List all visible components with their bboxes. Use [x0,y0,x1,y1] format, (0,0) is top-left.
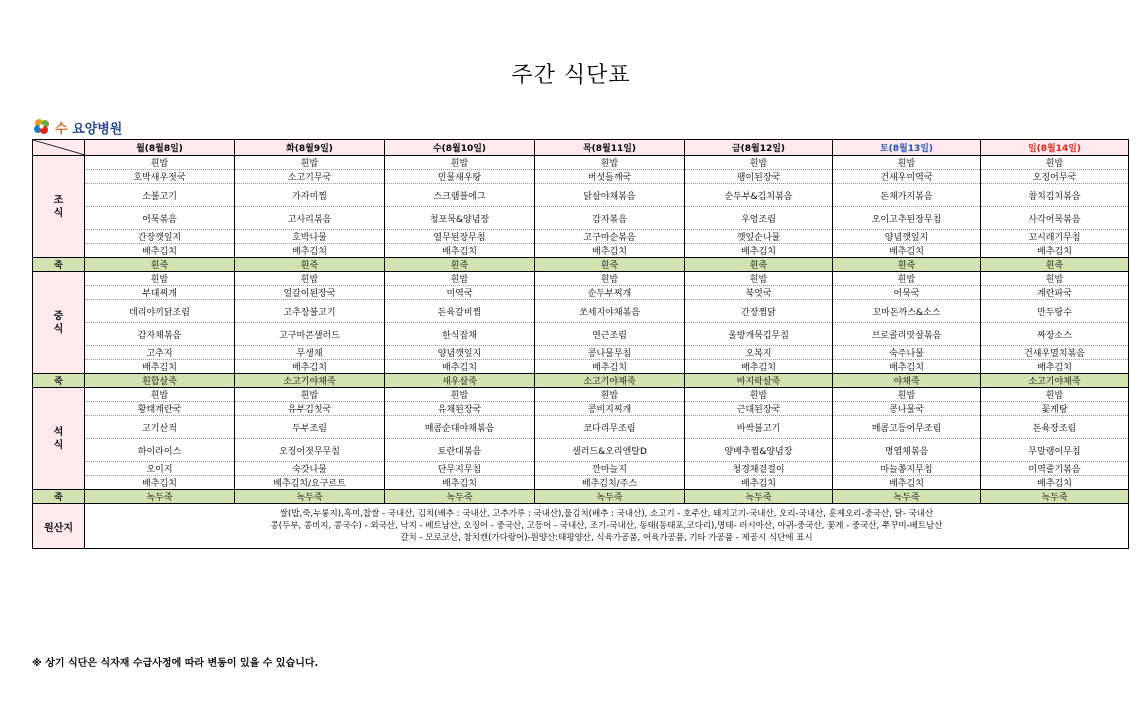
lunch-menu-item: 얼갈이된장국 [235,286,385,300]
dinner-porridge-item: 녹두죽 [385,490,535,504]
lunch-porridge-label: 죽 [33,374,85,388]
day-header-fri: 금(8월12일) [685,140,833,156]
breakfast-menu-item: 소불고기 [85,184,235,207]
dinner-porridge-item: 녹두죽 [833,490,981,504]
dinner-porridge-item: 녹두죽 [981,490,1129,504]
breakfast-menu-item: 고구마순볶음 [535,230,685,244]
dinner-menu-item: 오이지 [85,462,235,476]
lunch-menu-item: 브로콜리맛살볶음 [833,323,981,346]
dinner-menu-item: 돈육장조림 [981,416,1129,439]
breakfast-menu-item: 오이고추된장무침 [833,207,981,230]
lunch-menu-item: 무생채 [235,346,385,360]
page-title: 주간 식단표 [511,63,631,88]
hospital-logo [32,118,122,136]
breakfast-menu-item: 깻잎순나물 [685,230,833,244]
breakfast-menu-item: 돈채가지볶음 [833,184,981,207]
dinner-menu-item: 두부조림 [235,416,385,439]
breakfast-menu-item: 배추김치 [833,244,981,258]
breakfast-menu-item: 열무된장무침 [385,230,535,244]
origin-line: 갈치 - 모로코산, 참치캔(가다랑어)-원양산:태평양산, 식육가공품, 어육가공품, 기타 가공품 - 제공시 식단에 표시 [400,533,813,543]
dinner-row [33,416,1129,439]
lunch-menu-item: 흰밥 [981,272,1129,286]
dinner-porridge-item: 녹두죽 [535,490,685,504]
origin-label: 원산지 [33,504,85,549]
hospital-name-first: 수 [55,121,68,137]
breakfast-menu-item: 감자볶음 [535,207,685,230]
lunch-menu-item: 흰밥 [235,272,385,286]
breakfast-row [33,184,1129,207]
lunch-menu-item: 순두부찌개 [535,286,685,300]
lunch-menu-item: 연근조림 [535,323,685,346]
dinner-menu-item: 근대된장국 [685,402,833,416]
origin-text [85,504,1129,549]
breakfast-menu-item: 오징어무국 [981,170,1129,184]
lunch-menu-item: 어묵국 [833,286,981,300]
lunch-menu-item: 쏘세지야채볶음 [535,300,685,323]
dinner-menu-item: 콩나물국 [833,402,981,416]
origin-line: 콩(두부, 콩비지, 콩국수) - 외국산, 낙지 - 베트남산, 오징어 - 중국산, 고등어 - 국내산, 조기-국내산, 동태(동태포,코다리),명태- 러시아산, 아귀-중국산, 꽃게 - 중국산, 쭈꾸미-베트남산 [270,521,943,531]
dinner-menu-item: 유부김칫국 [235,402,385,416]
lunch-menu-item: 짜장소스 [981,323,1129,346]
lunch-menu-item: 배추김치 [685,360,833,374]
day-header-wed: 수(8월10일) [385,140,535,156]
dinner-section-label: 석 식 [33,388,85,490]
breakfast-menu-item: 배추김치 [535,244,685,258]
lunch-menu-item: 간장찜닭 [685,300,833,323]
breakfast-menu-item: 흰밥 [385,156,535,170]
lunch-menu-item: 배추김치 [385,360,535,374]
dinner-menu-item: 배추김치 [685,476,833,490]
lunch-row [33,323,1129,346]
breakfast-porridge-item: 흰죽 [833,258,981,272]
lunch-menu-item: 숙주나물 [833,346,981,360]
lunch-porridge-item: 소고기야채죽 [981,374,1129,388]
breakfast-menu-item: 배추김치 [85,244,235,258]
breakfast-menu-item: 호박나물 [235,230,385,244]
lunch-menu-item: 건새우멸치볶음 [981,346,1129,360]
breakfast-porridge-item: 흰죽 [385,258,535,272]
breakfast-menu-item: 흰밥 [235,156,385,170]
breakfast-menu-item: 꼬시래기무침 [981,230,1129,244]
dinner-menu-item: 청경채겉절이 [685,462,833,476]
lunch-row [33,300,1129,323]
lunch-menu-item: 북엇국 [685,286,833,300]
breakfast-menu-item: 양념깻잎지 [833,230,981,244]
dinner-menu-item: 배추김치 [85,476,235,490]
dinner-menu-item: 황태계란국 [85,402,235,416]
lunch-menu-item: 오복지 [685,346,833,360]
dinner-menu-item: 배추김치 [833,476,981,490]
corner-cell [33,140,85,156]
breakfast-porridge-item: 흰죽 [235,258,385,272]
lunch-menu-item: 꼬마돈까스&소스 [833,300,981,323]
dinner-menu-item: 단무지무침 [385,462,535,476]
breakfast-menu-item: 배추김치 [385,244,535,258]
lunch-section-label: 중 식 [33,272,85,374]
lunch-menu-item: 고추장불고기 [235,300,385,323]
lunch-menu-item: 배추김치 [981,360,1129,374]
lunch-menu-item: 흰밥 [535,272,685,286]
dinner-menu-item: 배추김치/주스 [535,476,685,490]
hospital-name [55,118,122,137]
header-row [33,140,1129,156]
dinner-row [33,476,1129,490]
lunch-menu-item: 부대찌개 [85,286,235,300]
origin-line: 쌀(밥,죽,누룽지),흑미,찹쌀 - 국내산, 김치(배추 : 국내산, 고추가루 : 국내산),물김치(배추 : 국내산), 소고기 - 호주산, 돼지고기-국내산, 오리-국내산, 훈제오리-중국산, 닭- 국내산 [279,509,934,519]
breakfast-menu-item: 간장깻잎지 [85,230,235,244]
breakfast-row [33,230,1129,244]
dinner-porridge-label: 죽 [33,490,85,504]
breakfast-row [33,170,1129,184]
lunch-menu-item: 흰밥 [85,272,235,286]
dinner-menu-item: 흰밥 [235,388,385,402]
dinner-menu-item: 흰밥 [981,388,1129,402]
breakfast-menu-item: 흰밥 [85,156,235,170]
flower-logo-icon [32,118,52,136]
dinner-menu-item: 매콤순대야채볶음 [385,416,535,439]
lunch-menu-item: 돈육갈비찜 [385,300,535,323]
dinner-row [33,462,1129,476]
breakfast-menu-item: 건새우미역국 [833,170,981,184]
lunch-porridge-item: 새우살죽 [385,374,535,388]
lunch-menu-item: 배추김치 [833,360,981,374]
breakfast-menu-item: 팽이된장국 [685,170,833,184]
breakfast-menu-item: 배추김치 [685,244,833,258]
dinner-menu-item: 명엽채볶음 [833,439,981,462]
dinner-menu-item: 미역줄기볶음 [981,462,1129,476]
breakfast-row [33,244,1129,258]
breakfast-porridge-item: 흰죽 [981,258,1129,272]
breakfast-menu-item: 스크램블에그 [385,184,535,207]
dinner-menu-item: 샐러드&오리엔탈D [535,439,685,462]
breakfast-menu-item: 버섯들깨국 [535,170,685,184]
breakfast-menu-item: 어묵볶음 [85,207,235,230]
dinner-menu-item: 콩비지찌개 [535,402,685,416]
dinner-menu-item: 꽃게탕 [981,402,1129,416]
dinner-porridge-item: 녹두죽 [685,490,833,504]
day-header-mon: 월(8월8일) [85,140,235,156]
dinner-menu-item: 매콤고등어무조림 [833,416,981,439]
lunch-menu-item: 배추김치 [535,360,685,374]
dinner-menu-item: 배추김치 [981,476,1129,490]
dinner-menu-item: 흰밥 [385,388,535,402]
dinner-row [33,388,1129,402]
lunch-menu-item: 감자채볶음 [85,323,235,346]
lunch-row [33,272,1129,286]
dinner-menu-item: 바싹불고기 [685,416,833,439]
lunch-menu-item: 한식잡채 [385,323,535,346]
dinner-menu-item: 토란대볶음 [385,439,535,462]
lunch-menu-item: 미역국 [385,286,535,300]
lunch-menu-item: 고구마콘샐러드 [235,323,385,346]
dinner-menu-item: 흰밥 [535,388,685,402]
breakfast-menu-item: 흰밥 [685,156,833,170]
dinner-menu-item: 하이라이스 [85,439,235,462]
lunch-menu-item: 울방개묵김무침 [685,323,833,346]
lunch-porridge-item: 바지락살죽 [685,374,833,388]
lunch-menu-item: 흰밥 [685,272,833,286]
lunch-menu-item: 배추김치 [85,360,235,374]
lunch-menu-item: 콩나물무침 [535,346,685,360]
breakfast-menu-item: 소고기무국 [235,170,385,184]
dinner-menu-item: 숙갓나물 [235,462,385,476]
dinner-menu-item: 마늘쫑지무침 [833,462,981,476]
dinner-menu-item: 깐마늘지 [535,462,685,476]
dinner-menu-item: 양배추찜&양념장 [685,439,833,462]
breakfast-menu-item: 흰밥 [535,156,685,170]
diagonal-divider [33,140,85,155]
breakfast-menu-item: 사각어묵볶음 [981,207,1129,230]
lunch-row [33,286,1129,300]
breakfast-section-label: 조 식 [33,156,85,258]
lunch-porridge-item: 소고기야채죽 [535,374,685,388]
breakfast-menu-item: 참치김치볶음 [981,184,1129,207]
breakfast-menu-item: 고사리볶음 [235,207,385,230]
breakfast-porridge-item: 흰죽 [685,258,833,272]
dinner-menu-item: 흰밥 [85,388,235,402]
dinner-row [33,439,1129,462]
breakfast-menu-item: 흰밥 [833,156,981,170]
day-header-sat: 토(8월13일) [833,140,981,156]
dinner-menu-item: 배추김치 [385,476,535,490]
lunch-menu-item: 만두탕수 [981,300,1129,323]
day-header-tue: 화(8월9일) [235,140,385,156]
breakfast-menu-item: 배추김치 [981,244,1129,258]
day-header-thu: 목(8월11일) [535,140,685,156]
breakfast-menu-item: 호박새우젓국 [85,170,235,184]
breakfast-menu-item: 닭살야채볶음 [535,184,685,207]
breakfast-porridge-item: 흰죽 [535,258,685,272]
origin-row [33,504,1129,549]
lunch-row [33,346,1129,360]
lunch-menu-item: 흰밥 [833,272,981,286]
breakfast-porridge-item: 흰죽 [85,258,235,272]
breakfast-menu-item: 청포묵&양념장 [385,207,535,230]
hospital-name-rest: 요양병원 [72,121,123,137]
lunch-menu-item: 데리야끼닭조림 [85,300,235,323]
menu-notice: ※ 상기 식단은 식자재 수급사정에 따라 변동이 있을 수 있습니다. [32,658,319,669]
dinner-menu-item: 무말랭이무침 [981,439,1129,462]
breakfast-menu-item: 순두부&김치볶음 [685,184,833,207]
breakfast-menu-item: 가자미찜 [235,184,385,207]
dinner-menu-item: 흰밥 [685,388,833,402]
dinner-row [33,402,1129,416]
dinner-menu-item: 배추김치/요구르트 [235,476,385,490]
lunch-porridge-row [33,374,1129,388]
dinner-menu-item: 오징어젓무무침 [235,439,385,462]
lunch-menu-item: 고추지 [85,346,235,360]
lunch-porridge-item: 흰합살죽 [85,374,235,388]
lunch-menu-item: 계란파국 [981,286,1129,300]
breakfast-menu-item: 흰밥 [981,156,1129,170]
lunch-menu-item: 양념깻잎지 [385,346,535,360]
lunch-row [33,360,1129,374]
lunch-menu-item: 배추김치 [235,360,385,374]
breakfast-menu-item: 배추김치 [235,244,385,258]
breakfast-porridge-row [33,258,1129,272]
breakfast-row [33,156,1129,170]
dinner-menu-item: 흰밥 [833,388,981,402]
dinner-menu-item: 코다리무조림 [535,416,685,439]
weekly-menu-table [32,139,1129,549]
lunch-porridge-item: 야채죽 [833,374,981,388]
dinner-porridge-row [33,490,1129,504]
dinner-porridge-item: 녹두죽 [85,490,235,504]
breakfast-row [33,207,1129,230]
day-header-sun: 일(8월14일) [981,140,1129,156]
dinner-menu-item: 유채된장국 [385,402,535,416]
dinner-menu-item: 고기산적 [85,416,235,439]
lunch-menu-item: 흰밥 [385,272,535,286]
lunch-porridge-item: 소고기야채죽 [235,374,385,388]
breakfast-porridge-label: 죽 [33,258,85,272]
dinner-porridge-item: 녹두죽 [235,490,385,504]
breakfast-menu-item: 우엉조림 [685,207,833,230]
breakfast-menu-item: 민물새우탕 [385,170,535,184]
